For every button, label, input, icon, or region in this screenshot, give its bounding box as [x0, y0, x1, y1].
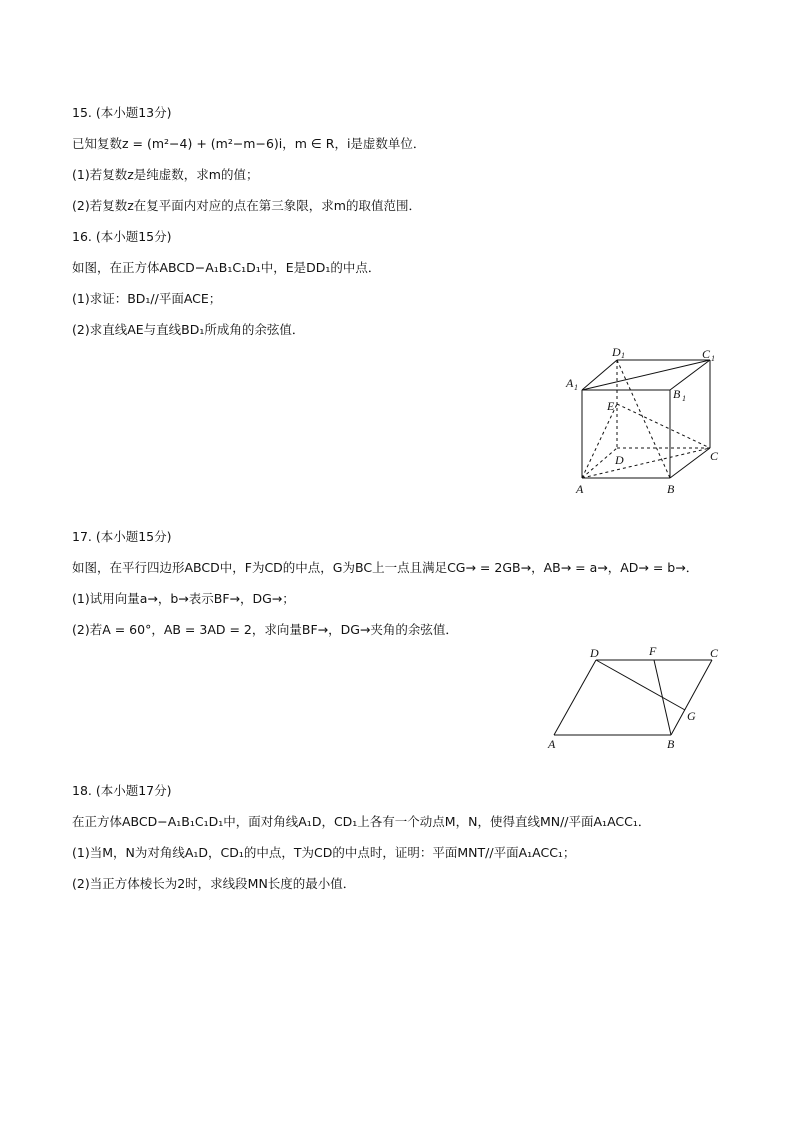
seg-AE [582, 404, 617, 478]
label-A1: A [566, 376, 574, 390]
q18-part2: (2)当正方体棱长为2时，求线段MN长度的最小值． [72, 876, 356, 891]
label-G: G [687, 709, 696, 723]
label-C: C [710, 449, 719, 463]
label-A: A [576, 482, 584, 496]
seg-BD1 [617, 360, 670, 478]
label-C1: C [702, 347, 711, 361]
label-D1: D [612, 345, 621, 359]
label-D: D [615, 453, 624, 467]
q17-part2: (2)若A = 60°，AB = 3AD = 2，求向量BF→，DG→夹角的余弦值． [72, 622, 458, 637]
label-A: A [548, 737, 556, 751]
q16-part1: (1)求证：BD₁//平面ACE； [72, 291, 222, 306]
parallelogram-figure [540, 640, 730, 755]
q15-part2: (2)若复数z在复平面内对应的点在第三象限，求m的取值范围． [72, 198, 421, 213]
svg-text:1: 1 [621, 351, 625, 360]
q17-part1: (1)试用向量a→，b→表示BF→，DG→； [72, 591, 295, 606]
q18-header: 18. (本小题17分) [72, 783, 172, 798]
q17-header: 17. (本小题15分) [72, 529, 172, 544]
q15-header: 15. (本小题13分) [72, 105, 172, 120]
q16-header: 16. (本小题15分) [72, 229, 172, 244]
q16-stem: 如图，在正方体ABCD−A₁B₁C₁D₁中，E是DD₁的中点． [72, 260, 381, 275]
seg-DG [596, 660, 685, 710]
svg-text:1: 1 [711, 354, 715, 363]
label-B: B [667, 737, 675, 751]
q16-part2: (2)求直线AE与直线BD₁所成角的余弦值． [72, 322, 305, 337]
label-E: E [607, 399, 615, 413]
q17-stem: 如图，在平行四边形ABCD中，F为CD的中点，G为BC上一点且满足CG→ = 2GB→，AB→ = a→，AD→ = b→． [72, 560, 699, 575]
cube-figure [560, 340, 730, 500]
side-BC [671, 660, 712, 735]
label-B1: B [673, 387, 681, 401]
q18-stem: 在正方体ABCD−A₁B₁C₁D₁中，面对角线A₁D，CD₁上各有一个动点M，N，使得直线MN//平面A₁ACC₁． [72, 814, 651, 829]
label-C: C [710, 646, 719, 660]
label-F: F [649, 644, 657, 658]
q15-part1: (1)若复数z是纯虚数，求m的值； [72, 167, 259, 182]
svg-text:1: 1 [574, 383, 578, 392]
seg-BF [654, 660, 671, 735]
label-B: B [667, 482, 675, 496]
svg-text:1: 1 [682, 394, 686, 403]
side-AD [554, 660, 596, 735]
q18-part1: (1)当M，N为对角线A₁D，CD₁的中点，T为CD的中点时，证明：平面MNT//平面A₁ACC₁； [72, 845, 576, 860]
seg-EC [617, 404, 710, 448]
label-D: D [590, 646, 599, 660]
q15-stem: 已知复数z = (m²−4) + (m²−m−6)i，m ∈ R，i是虚数单位． [72, 136, 426, 151]
